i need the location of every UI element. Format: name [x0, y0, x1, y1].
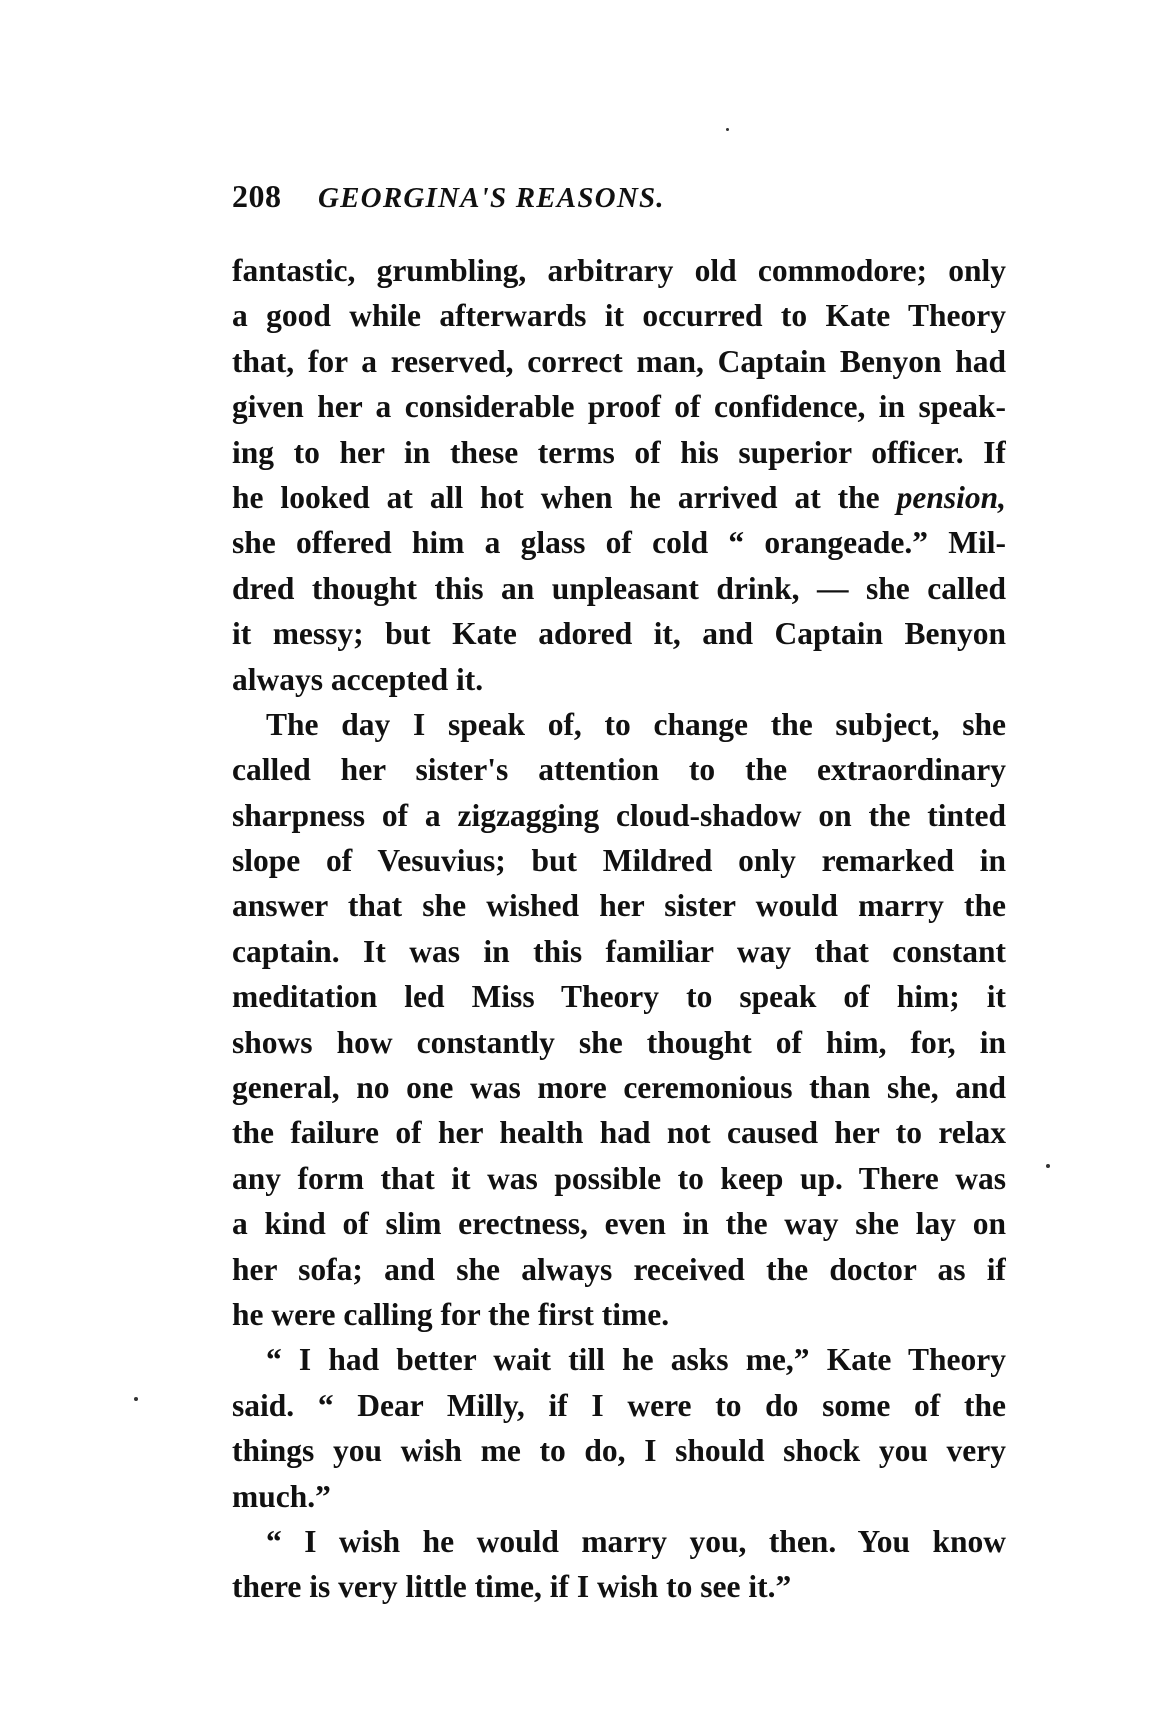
running-title: GEORGINA'S REASONS. [318, 182, 665, 214]
scan-speck [1046, 1164, 1050, 1168]
text-line: slope of Vesuvius; but Mildred only remarked in [232, 843, 1006, 879]
text-line: shows how constantly she thought of him, for, in [232, 1024, 1006, 1060]
text-line: “ I had better wait till he asks me,” Kate Theory [266, 1342, 1006, 1378]
text-line: he were calling for the first time. [232, 1296, 670, 1332]
text-line: meditation led Miss Theory to speak of him; it [232, 979, 1006, 1015]
text-line: it messy; but Kate adored it, and Captain Benyon [232, 616, 1006, 652]
text-line: a kind of slim erectness, even in the way she lay on [232, 1206, 1006, 1242]
text-line: there is very little time, if I wish to see it.” [232, 1569, 792, 1605]
text-line: sharpness of a zigzagging cloud-shadow on the tinted [232, 797, 1006, 833]
body-text [232, 248, 1006, 1610]
text-line: “ I wish he would marry you, then. You know [266, 1523, 1006, 1559]
text-line: things you wish me to do, I should shock you very [232, 1433, 1006, 1469]
scan-speck [726, 128, 729, 131]
text-line: always accepted it. [232, 661, 484, 697]
text-line: she offered him a glass of cold “ orangeade.” Mil- [232, 525, 1006, 561]
text-line: dred thought this an unpleasant drink, — she called [232, 570, 1006, 606]
text-line: called her sister's attention to the extraordinary [232, 752, 1006, 788]
page-number: 208 [232, 178, 282, 214]
text-line: said. “ Dear Milly, if I were to do some of the [232, 1387, 1006, 1423]
scan-speck [134, 1397, 138, 1401]
text-line: ing to her in these terms of his superior officer. If [232, 434, 1006, 470]
text-line: much.” [232, 1478, 331, 1514]
italic-word: pension, [896, 479, 1006, 515]
text-line: he looked at all hot when he arrived at the pension, [232, 479, 1006, 515]
text-line: captain. It was in this familiar way that constant [232, 933, 1006, 969]
text-line: general, no one was more ceremonious than she, and [232, 1070, 1006, 1106]
text-line: The day I speak of, to change the subject, she [266, 706, 1006, 742]
text-line: given her a considerable proof of confidence, in speak- [232, 389, 1006, 425]
text-line: answer that she wished her sister would marry the [232, 888, 1006, 924]
text-line: fantastic, grumbling, arbitrary old commodore; only [232, 253, 1006, 288]
text-line: any form that it was possible to keep up. There was [232, 1160, 1006, 1196]
page-header [232, 178, 1002, 228]
text-line: a good while afterwards it occurred to Kate Theory [232, 298, 1006, 334]
text-line: the failure of her health had not caused her to relax [232, 1115, 1006, 1151]
text-line: that, for a reserved, correct man, Captain Benyon had [232, 343, 1006, 379]
text-line: her sofa; and she always received the doctor as if [232, 1251, 1006, 1287]
